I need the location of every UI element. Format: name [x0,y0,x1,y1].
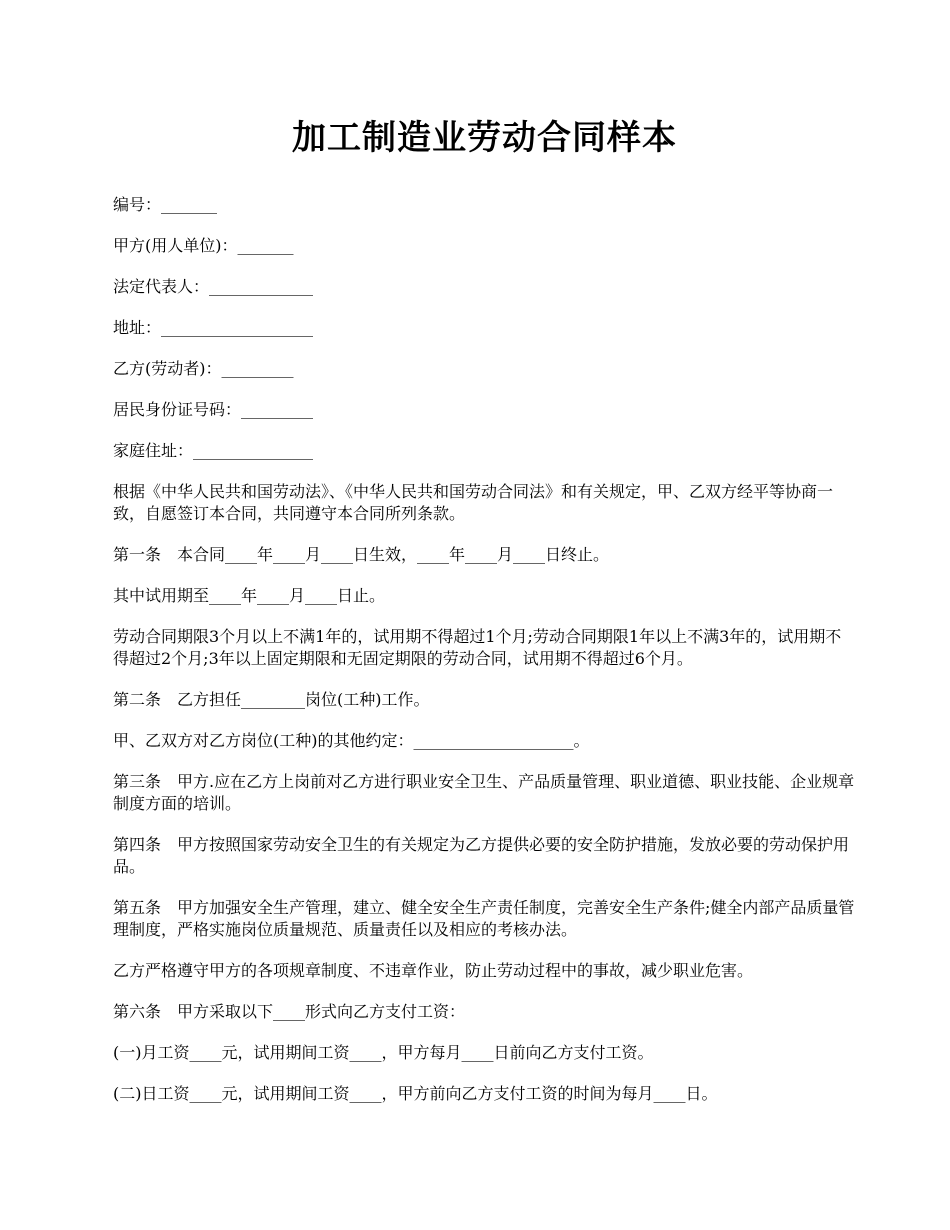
paragraph-article-6: 第六条 甲方采取以下____形式向乙方支付工资： [113,1002,466,1021]
paragraph-article-2: 第二条 乙方担任________岗位(工种)工作。 [113,690,430,709]
paragraph-other-agreement: 甲、乙双方对乙方岗位(工种)的其他约定：____________________。 [113,731,590,750]
paragraph-article-1: 第一条 本合同____年____月____日生效，____年____月____日终止。 [113,545,610,564]
paragraph-preamble: 根据《中华人民共和国劳动法》、《中华人民共和国劳动合同法》和有关规定，甲、乙双方经平等协商一致，自愿签订本合同，共同遵守本合同所列条款。 [113,482,834,523]
paragraph-article-3: 第三条 甲方.应在乙方上岗前对乙方进行职业安全卫生、产品质量管理、职业道德、职业技能、企业规章制度方面的培训。 [113,772,855,813]
paragraph-monthly-wage: (一)月工资____元，试用期间工资____，甲方每月____日前向乙方支付工资。 [113,1043,654,1062]
field-contract-number: 编号：_______ [113,195,218,214]
field-legal-representative: 法定代表人：_____________ [113,277,314,296]
paragraph-party-b-duties: 乙方严格遵守甲方的各项规章制度、不违章作业，防止劳动过程中的事故，减少职业危害。 [113,961,754,980]
field-party-b: 乙方(劳动者)：_________ [113,359,294,378]
field-home-address: 家庭住址：_______________ [113,441,314,460]
paragraph-article-4: 第四条 甲方按照国家劳动安全卫生的有关规定为乙方提供必要的安全防护措施，发放必要的劳动保护用品。 [113,835,850,876]
paragraph-article-5: 第五条 甲方加强安全生产管理，建立、健全安全生产责任制度，完善安全生产条件;健全内部产品质量管理制度，严格实施岗位质量规范、质量责任以及相应的考核办法。 [113,898,855,939]
field-address: 地址：___________________ [113,318,314,337]
paragraph-probation-rules: 劳动合同期限3个月以上不满1年的，试用期不得超过1个月;劳动合同期限1年以上不满3年的，试用期不得超过2个月;3年以上固定期限和无固定期限的劳动合同，试用期不得超过6个月。 [113,627,842,668]
document-title: 加工制造业劳动合同样本 [292,118,677,158]
paragraph-probation-period: 其中试用期至____年____月____日止。 [113,586,386,605]
paragraph-daily-wage: (二)日工资____元，试用期间工资____，甲方前向乙方支付工资的时间为每月____日。 [113,1084,718,1103]
field-id-number: 居民身份证号码：_________ [113,400,314,419]
field-party-a: 甲方(用人单位)：_______ [113,236,294,255]
